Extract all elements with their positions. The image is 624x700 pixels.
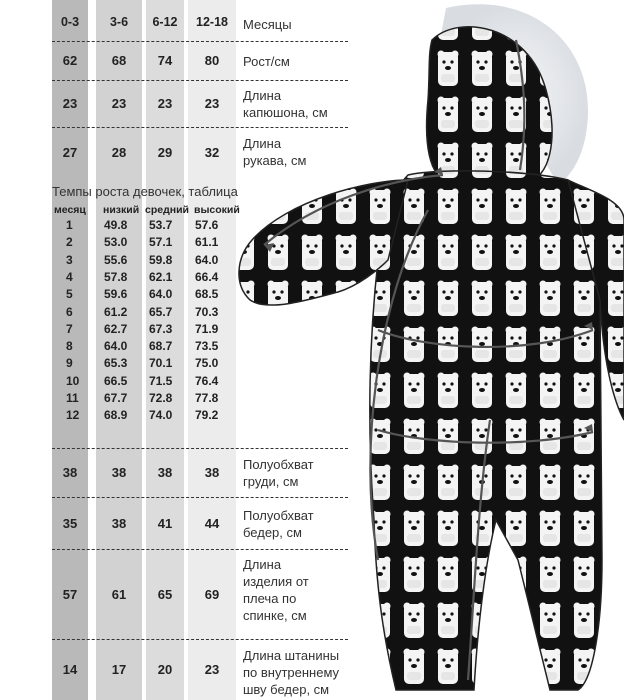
growth-row-value: 57.6 bbox=[195, 218, 219, 232]
growth-header-month: месяц bbox=[54, 204, 86, 216]
header-age-12-18: 12-18 bbox=[196, 15, 228, 29]
row-divider bbox=[52, 80, 348, 81]
growth-row-value: 53.7 bbox=[149, 218, 173, 232]
height-12-18: 80 bbox=[204, 53, 220, 68]
growth-row-value: 70.3 bbox=[195, 304, 219, 319]
growth-row-value: 72.8 bbox=[149, 391, 173, 405]
hood-length-3-6: 23 bbox=[111, 96, 127, 111]
chest-3-6: 38 bbox=[111, 465, 127, 480]
sleeve-length-6-12: 29 bbox=[157, 145, 173, 160]
growth-row-value: 66.5 bbox=[104, 373, 128, 388]
growth-header-high: высокий bbox=[194, 204, 240, 216]
growth-row-value: 65.7 bbox=[149, 304, 173, 319]
hips-3-6: 38 bbox=[111, 516, 127, 531]
back-length-6-12: 65 bbox=[157, 587, 173, 602]
growth-table-title: Темпы роста девочек, таблица bbox=[52, 184, 238, 199]
growth-row-value: 62.1 bbox=[149, 269, 173, 284]
growth-row-month: 3 bbox=[66, 252, 73, 267]
hood-length-12-18: 23 bbox=[204, 96, 220, 111]
growth-row-value: 64.0 bbox=[195, 252, 219, 267]
growth-row-value: 70.1 bbox=[149, 356, 173, 371]
growth-row-value: 79.2 bbox=[195, 408, 219, 423]
sleeve-length-12-18: 32 bbox=[204, 145, 220, 160]
hips-label: Полуобхват бедер, см bbox=[243, 508, 314, 540]
row-divider bbox=[52, 549, 348, 550]
height-label: Рост/см bbox=[243, 54, 290, 69]
growth-row-value: 68.5 bbox=[195, 287, 219, 302]
header-months-label: Месяцы bbox=[243, 17, 292, 32]
growth-row-month: 9 bbox=[66, 356, 73, 371]
header-age-6-12: 6-12 bbox=[152, 15, 178, 29]
growth-row-value: 61.2 bbox=[104, 304, 128, 319]
growth-row-value: 49.8 bbox=[104, 218, 128, 232]
inseam-12-18: 23 bbox=[204, 662, 220, 677]
growth-row-month: 7 bbox=[66, 321, 73, 336]
sleeve-length-0-3: 27 bbox=[62, 145, 78, 160]
inseam-label: Длина штанины по внутреннему шву бедер, см bbox=[243, 648, 340, 697]
growth-row-month: 5 bbox=[66, 287, 73, 302]
hood-length-6-12: 23 bbox=[157, 96, 173, 111]
row-divider bbox=[52, 448, 348, 449]
height-6-12: 74 bbox=[157, 53, 173, 68]
back-length-0-3: 57 bbox=[62, 587, 78, 602]
growth-row-value: 66.4 bbox=[195, 269, 219, 284]
growth-row-month: 11 bbox=[66, 391, 79, 405]
hips-12-18: 44 bbox=[204, 516, 220, 531]
growth-row-value: 67.7 bbox=[104, 391, 128, 405]
growth-row-value: 55.6 bbox=[104, 252, 128, 267]
height-3-6: 68 bbox=[111, 53, 127, 68]
chest-label: Полуобхват груди, см bbox=[243, 457, 314, 489]
growth-row-value: 68.7 bbox=[149, 339, 173, 354]
growth-row-value: 71.9 bbox=[195, 321, 219, 336]
sleeve-length-3-6: 28 bbox=[111, 145, 127, 160]
growth-row-value: 62.7 bbox=[104, 321, 128, 336]
hood-length-label: Длина капюшона, см bbox=[243, 88, 328, 120]
growth-row-value: 77.8 bbox=[195, 391, 219, 405]
row-divider bbox=[52, 497, 348, 498]
growth-row-value: 73.5 bbox=[195, 339, 219, 354]
back-length-label: Длина изделия от плеча по спинке, см bbox=[243, 557, 309, 623]
height-0-3: 62 bbox=[62, 53, 78, 68]
sleeve-length-label: Длина рукава, см bbox=[243, 136, 307, 168]
hood-length-0-3: 23 bbox=[62, 96, 78, 111]
header-age-0-3: 0-3 bbox=[60, 15, 80, 29]
growth-row-value: 59.6 bbox=[104, 287, 128, 302]
growth-row-value: 57.1 bbox=[149, 235, 173, 250]
back-length-12-18: 69 bbox=[204, 587, 220, 602]
growth-header-mid: средний bbox=[145, 204, 190, 216]
growth-row-value: 67.3 bbox=[149, 321, 173, 336]
growth-row-value: 61.1 bbox=[195, 235, 219, 250]
chest-0-3: 38 bbox=[62, 465, 78, 480]
header-age-3-6: 3-6 bbox=[109, 15, 129, 29]
growth-row-value: 68.9 bbox=[104, 408, 128, 423]
growth-row-month: 12 bbox=[66, 408, 80, 423]
growth-row-month: 4 bbox=[66, 269, 73, 284]
row-divider bbox=[52, 127, 348, 128]
growth-row-value: 59.8 bbox=[149, 252, 173, 267]
growth-row-value: 64.0 bbox=[149, 287, 173, 302]
growth-row-month: 6 bbox=[66, 304, 73, 319]
growth-row-value: 76.4 bbox=[195, 373, 219, 388]
chest-6-12: 38 bbox=[157, 465, 173, 480]
growth-row-month: 2 bbox=[66, 235, 73, 250]
hips-0-3: 35 bbox=[62, 516, 78, 531]
inseam-6-12: 20 bbox=[157, 662, 173, 677]
growth-row-month: 10 bbox=[66, 373, 80, 388]
growth-row-value: 71.5 bbox=[149, 373, 173, 388]
back-length-3-6: 61 bbox=[111, 587, 127, 602]
row-divider bbox=[52, 41, 348, 42]
chest-12-18: 38 bbox=[204, 465, 220, 480]
growth-row-value: 74.0 bbox=[149, 408, 173, 423]
growth-row-month: 8 bbox=[66, 339, 73, 354]
growth-header-low: низкий bbox=[103, 204, 140, 216]
growth-row-value: 57.8 bbox=[104, 269, 128, 284]
inseam-3-6: 17 bbox=[111, 662, 127, 677]
growth-row-value: 53.0 bbox=[104, 235, 128, 250]
growth-row-value: 65.3 bbox=[104, 356, 128, 371]
growth-row-month: 1 bbox=[66, 218, 73, 232]
hips-6-12: 41 bbox=[157, 516, 173, 531]
row-divider bbox=[52, 639, 348, 640]
inseam-0-3: 14 bbox=[62, 662, 78, 677]
growth-row-value: 75.0 bbox=[195, 356, 219, 371]
growth-row-value: 64.0 bbox=[104, 339, 128, 354]
